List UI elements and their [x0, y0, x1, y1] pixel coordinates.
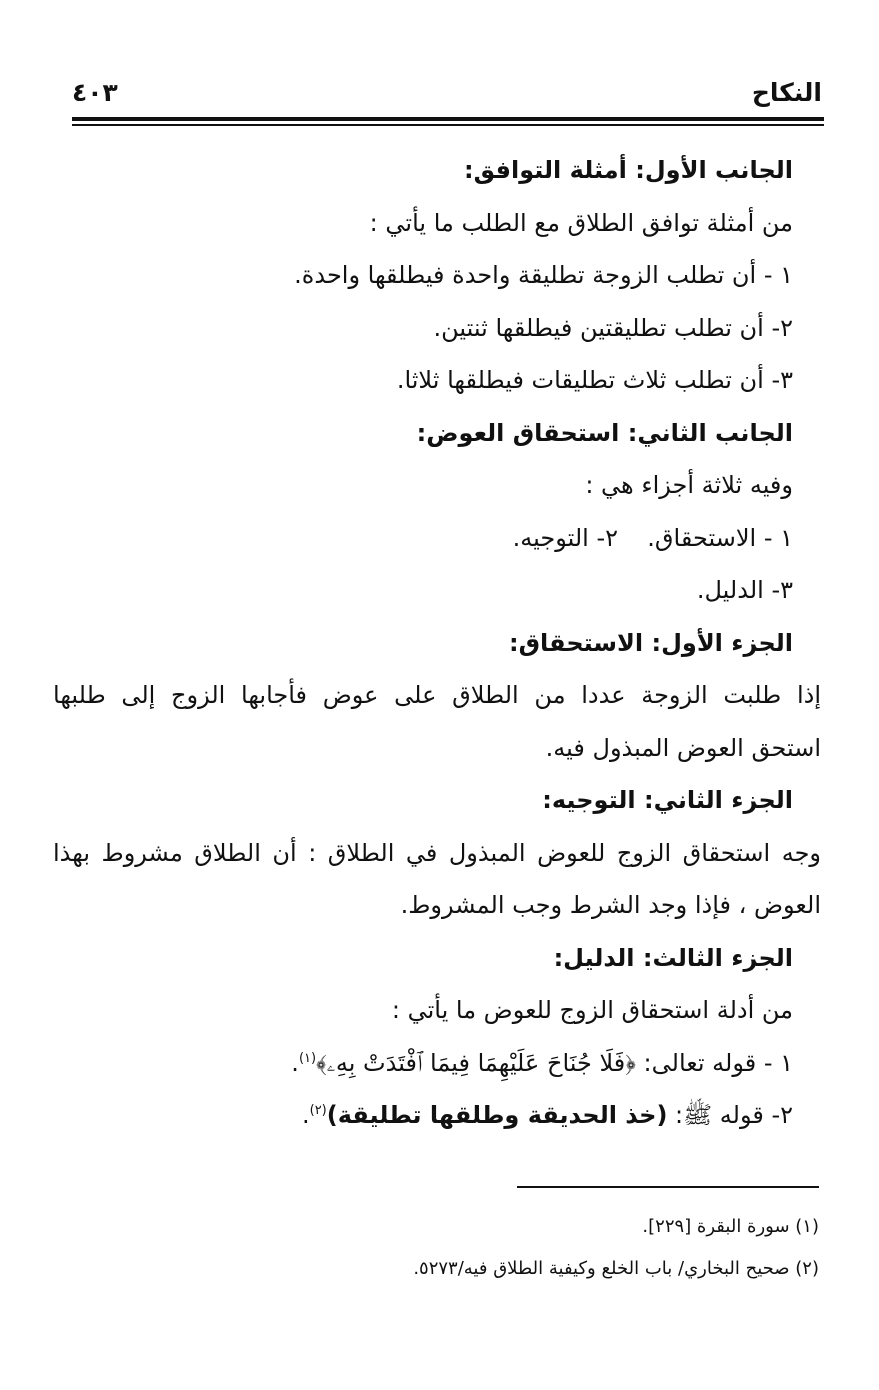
- heading-section-2: الجانب الثاني: استحقاق العوض:: [416, 418, 793, 447]
- intro-parts: وفيه ثلاثة أجزاء هي :: [585, 471, 793, 499]
- heading-section-1: الجانب الأول: أمثلة التوافق:: [464, 156, 793, 184]
- footnote-separator: [517, 1186, 819, 1188]
- evidence-1-prefix: ١ - قوله تعالى:: [635, 1048, 793, 1077]
- parts-row: [53, 512, 793, 565]
- evidence-1: [53, 1037, 793, 1090]
- part-2: ٢- التوجيه.: [512, 523, 618, 552]
- page-number: ٤٠٣: [72, 78, 118, 107]
- evidence-2-prefix: ٢- قوله ﷺ:: [667, 1101, 793, 1129]
- quran-quote: ﴿فَلَا جُنَاحَ عَلَيْهِمَا فِيمَا ٱفْتَدَتْ بِهِۦ﴾: [316, 1048, 636, 1077]
- page-header: [72, 78, 822, 116]
- footnotes: [79, 1206, 819, 1290]
- evidence-2-end: .: [301, 1101, 310, 1129]
- footnote-2: (٢) صحيح البخاري/ باب الخلع وكيفية الطلاق فيه/٥٢٧٣.: [413, 1258, 819, 1279]
- footnote-1: (١) سورة البقرة [٢٢٩].: [642, 1216, 819, 1237]
- intro-evidence: من أدلة استحقاق الزوج للعوض ما يأتي :: [391, 996, 793, 1024]
- header-rule-thick: [72, 117, 824, 121]
- hadith-quote: (خذ الحديقة وطلقها تطليقة): [326, 1101, 668, 1129]
- main-text: [53, 144, 821, 1142]
- footnote-ref-1[interactable]: (١): [298, 1050, 317, 1066]
- example-1: ١ - أن تطلب الزوجة تطليقة واحدة فيطلقها واحدة.: [294, 261, 793, 289]
- heading-part-2: الجزء الثاني: التوجيه:: [542, 786, 793, 814]
- paragraph-1-line-2: استحق العوض المبذول فيه.: [545, 733, 821, 762]
- example-3: ٣- أن تطلب ثلاث تطليقات فيطلقها ثلاثا.: [396, 366, 793, 394]
- evidence-2: [53, 1089, 793, 1142]
- header-rule-thin: [72, 124, 824, 126]
- paragraph-2-line-2: العوض ، فإذا وجد الشرط وجب المشروط.: [400, 891, 821, 919]
- footnote-ref-2[interactable]: (٢): [309, 1103, 327, 1118]
- paragraph-2-line-1: وجه استحقاق الزوج للعوض المبذول في الطلاق : أن الطلاق مشروط بهذا: [53, 838, 821, 867]
- part-1: ١ - الاستحقاق.: [647, 523, 793, 552]
- heading-part-3: الجزء الثالث: الدليل:: [553, 943, 793, 972]
- heading-part-1: الجزء الأول: الاستحقاق:: [508, 628, 793, 657]
- evidence-1-end: .: [291, 1048, 299, 1077]
- intro-examples: من أمثلة توافق الطلاق مع الطلب ما يأتي :: [369, 208, 793, 237]
- part-3: ٣- الدليل.: [696, 576, 793, 604]
- chapter-title: النكاح: [751, 78, 822, 107]
- paragraph-1-line-1: إذا طلبت الزوجة عددا من الطلاق على عوض فأجابها الزوج إلى طلبها: [53, 681, 821, 709]
- example-2: ٢- أن تطلب تطليقتين فيطلقها ثنتين.: [433, 313, 793, 342]
